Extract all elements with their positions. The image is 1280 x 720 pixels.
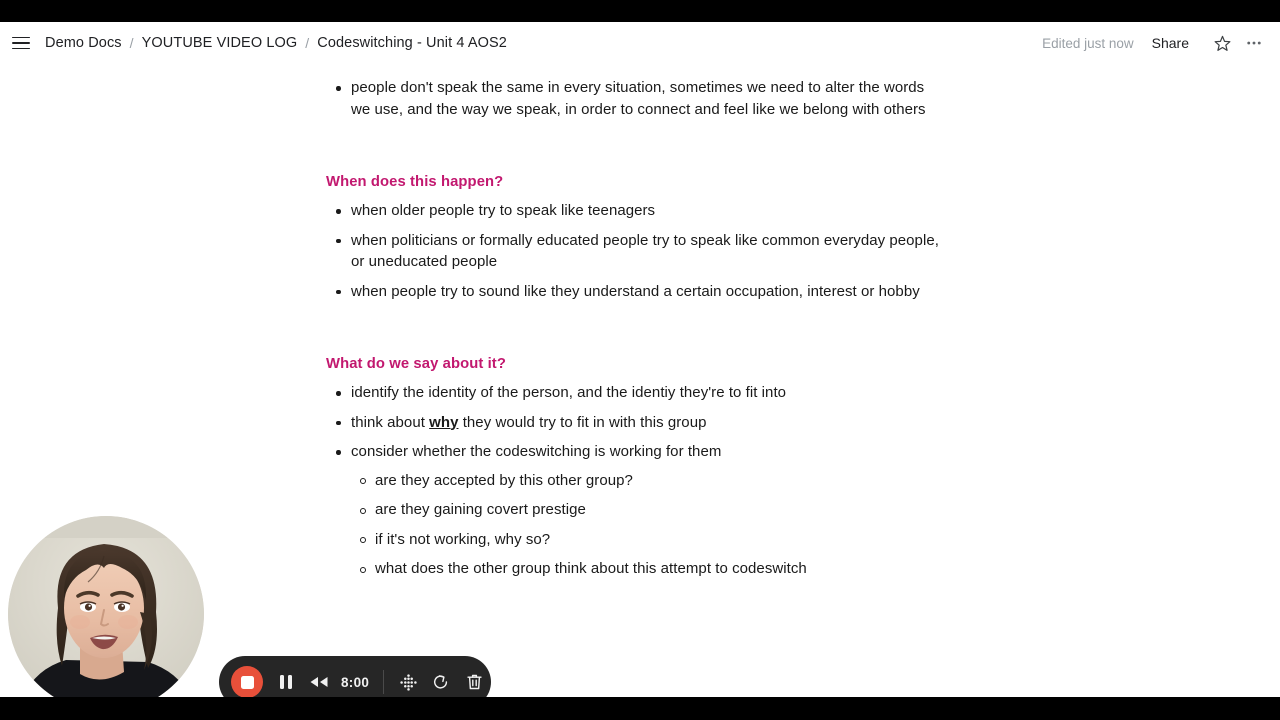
list-item: when politicians or formally educated people try to speak like common everyday people, or uneducated people (326, 230, 946, 273)
document-page (0, 22, 1280, 697)
section-spacer (326, 310, 946, 324)
section-when-bullet-list (326, 200, 946, 302)
breadcrumb-folder[interactable]: YOUTUBE VIDEO LOG (141, 35, 298, 51)
stop-square-icon (241, 676, 254, 689)
rewind-icon (309, 675, 329, 689)
section-heading-when: When does this happen? (326, 174, 504, 190)
recording-toolbar[interactable] (219, 656, 491, 697)
breadcrumb-root[interactable]: Demo Docs (45, 35, 122, 51)
emphasis-prefix: think about (351, 413, 430, 431)
edited-status: Edited just now (1042, 35, 1134, 51)
section-spacer (326, 128, 946, 142)
list-item-text: consider whether the codeswitching is working for them (351, 443, 722, 460)
section-what-bullet-list (326, 382, 946, 580)
rewind-button[interactable] (307, 671, 331, 693)
pause-bar-icon (280, 675, 284, 689)
list-item: when people try to sound like they understand a certain occupation, interest or hobby (326, 281, 946, 303)
list-item: when older people try to speak like teenagers (326, 200, 946, 222)
hamburger-menu-icon[interactable] (12, 33, 32, 53)
letterbox-top-bar (0, 0, 1280, 22)
star-outline-icon[interactable] (1211, 32, 1233, 54)
restart-recording-button[interactable] (430, 671, 452, 693)
list-item: people don't speak the same in every situation, sometimes we need to alter the words we use, and the way we speak, in order to connect and feel like we belong with others (326, 77, 946, 120)
breadcrumb-current-document[interactable]: Codeswitching - Unit 4 AOS2 (317, 35, 507, 51)
trash-icon (466, 673, 483, 691)
sub-list-item: if it's not working, why so? (351, 529, 946, 551)
letterbox-bottom-bar (0, 697, 1280, 720)
breadcrumb (45, 35, 507, 51)
webcam-bubble[interactable] (8, 516, 204, 697)
emphasis-suffix: they would try to fit in with this group (458, 413, 707, 431)
header-actions (1042, 32, 1264, 54)
toolbar-divider (383, 670, 384, 694)
emphasis-keyword: why (429, 413, 459, 431)
list-item (326, 441, 946, 580)
stop-recording-button[interactable] (231, 666, 263, 697)
pause-bar-icon (288, 675, 292, 689)
more-options-icon[interactable] (1244, 33, 1264, 53)
drag-handle-icon[interactable] (397, 671, 419, 693)
document-content (326, 77, 946, 580)
pause-recording-button[interactable] (275, 671, 297, 693)
delete-recording-button[interactable] (463, 671, 485, 693)
sub-list-item: are they accepted by this other group? (351, 470, 946, 492)
list-item-with-emphasis (326, 412, 946, 434)
share-button[interactable]: Share (1151, 35, 1189, 51)
dot-grid-icon (400, 674, 417, 691)
breadcrumb-separator-1: / (129, 35, 134, 51)
app-header (0, 22, 1280, 64)
sub-list-item: are they gaining covert prestige (351, 499, 946, 521)
sub-list-item: what does the other group think about this attempt to codeswitch (351, 558, 946, 580)
list-item: identify the identity of the person, and the identiy they're to fit into (326, 382, 946, 404)
webcam-video-frame (8, 516, 204, 697)
restart-arrow-icon (432, 673, 450, 691)
breadcrumb-separator-2: / (305, 35, 310, 51)
intro-bullet-list (326, 77, 946, 120)
section-heading-what: What do we say about it? (326, 356, 506, 372)
sub-bullet-list (351, 470, 946, 580)
recording-timer: 8:00 (341, 674, 370, 690)
